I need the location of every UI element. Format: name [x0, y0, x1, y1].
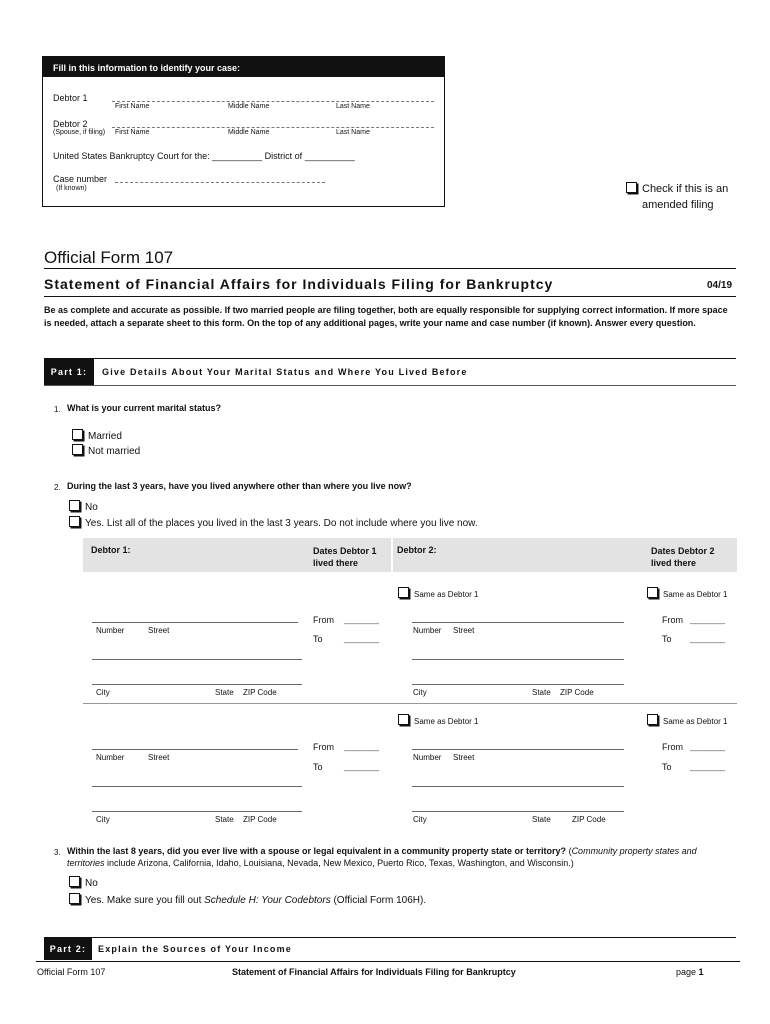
- debtor1-from-label: From: [313, 615, 334, 625]
- q3-option-yes[interactable]: [69, 893, 426, 906]
- street-label: Street: [148, 626, 170, 635]
- zip-label: ZIP Code: [243, 688, 277, 697]
- q2-option-no[interactable]: [69, 500, 98, 513]
- debtor1-street-field-2[interactable]: [92, 749, 298, 750]
- q3-yes-label-post: (Official Form 106H).: [330, 895, 427, 906]
- case-number-if-known: (If known): [56, 185, 87, 192]
- q2-number: 2.: [54, 483, 61, 492]
- debtor2-to-label-2: To: [662, 762, 672, 772]
- footer-page-number: 1: [698, 967, 704, 977]
- same-as-debtor1-row2[interactable]: [398, 714, 478, 726]
- debtor2-first-name-label: First Name: [115, 129, 150, 136]
- debtor1-city-field-2[interactable]: [92, 811, 302, 812]
- footer-form-name: Official Form 107: [37, 967, 106, 977]
- col-divider: [391, 538, 393, 572]
- district-field[interactable]: __________: [304, 151, 355, 161]
- debtor1-street-field-1[interactable]: [92, 622, 298, 623]
- number-label-d2-2: Number: [413, 753, 442, 762]
- form-version: 04/19: [707, 280, 733, 291]
- debtor2-name-field[interactable]: [112, 127, 434, 128]
- footer-title: Statement of Financial Affairs for Individuals Filing for Bankruptcy: [232, 967, 516, 977]
- case-number-field[interactable]: [115, 182, 325, 183]
- number-label: Number: [96, 626, 125, 635]
- debtor2-from-field-2[interactable]: _______: [690, 741, 726, 751]
- col-debtor2: Debtor 2:: [397, 545, 437, 555]
- case-info-header: Fill in this information to identify your case:: [43, 57, 444, 77]
- footer-page-label: page: [676, 967, 697, 977]
- title-rule-bottom: [44, 296, 736, 297]
- debtor2-street-field-1[interactable]: [412, 622, 624, 623]
- debtor2-last-name-label: Last Name: [336, 129, 370, 136]
- same-as-debtor1-dates-row1[interactable]: [647, 587, 727, 599]
- city-label-2: City: [96, 815, 110, 824]
- debtor2-street2-field-2[interactable]: [412, 786, 624, 787]
- part2-rule: [44, 937, 736, 938]
- same-as-debtor1-label: Same as Debtor 1: [414, 590, 479, 599]
- debtor2-to-label: To: [662, 634, 672, 644]
- state-label: State: [215, 688, 234, 697]
- debtor2-street-field-2[interactable]: [412, 749, 624, 750]
- court-line: [53, 151, 355, 161]
- form-name: Official Form 107: [44, 248, 174, 267]
- debtor1-street2-field-1[interactable]: [92, 659, 302, 660]
- street-label-d2-2: Street: [453, 753, 475, 762]
- q1-text: What is your current marital status?: [67, 403, 222, 413]
- debtor1-street2-field-2[interactable]: [92, 786, 302, 787]
- debtor1-label: Debtor 1: [53, 93, 88, 103]
- same-as-debtor1-dates-label: Same as Debtor 1: [663, 590, 728, 599]
- debtor1-last-name-label: Last Name: [336, 103, 370, 110]
- footer-rule: [36, 961, 740, 962]
- q3-no-label: No: [85, 878, 98, 889]
- part2-label: Part 2:: [44, 938, 92, 960]
- q1-option-married[interactable]: [72, 429, 122, 442]
- debtor2-to-field[interactable]: _______: [690, 633, 726, 643]
- same-as-debtor1-dates-label-2: Same as Debtor 1: [663, 717, 728, 726]
- debtor1-first-name-label: First Name: [115, 103, 150, 110]
- q1-not-married-checkbox[interactable]: [72, 444, 83, 455]
- street-label-d2: Street: [453, 626, 475, 635]
- same-as-debtor1-row1[interactable]: [398, 587, 478, 599]
- debtor2-label: Debtor 2: [53, 119, 88, 129]
- footer-page: [676, 967, 704, 977]
- city-label-d2: City: [413, 688, 427, 697]
- state-label-d2-2: State: [532, 815, 551, 824]
- debtor1-city-field-1[interactable]: [92, 684, 302, 685]
- amended-line1: Check if this is an: [642, 183, 729, 195]
- q3-number: 3.: [54, 848, 61, 857]
- col-dates-debtor2: Dates Debtor 2 lived there: [651, 546, 715, 568]
- q3-yes-checkbox[interactable]: [69, 893, 80, 904]
- q3-option-no[interactable]: [69, 876, 98, 889]
- street-label-2: Street: [148, 753, 170, 762]
- debtor1-to-label: To: [313, 634, 323, 644]
- form-title: Statement of Financial Affairs for Individuals Filing for Bankruptcy: [44, 276, 554, 292]
- q2-option-yes[interactable]: [69, 516, 478, 529]
- q3-text-rest: include Arizona, California, Idaho, Louisiana, Nevada, New Mexico, Puerto Rico, Texas, Washington, and Wisconsin.): [104, 858, 574, 868]
- debtor2-city-field-1[interactable]: [412, 684, 624, 685]
- state-label-2: State: [215, 815, 234, 824]
- debtor1-to-field-2[interactable]: _______: [344, 761, 380, 771]
- state-label-d2: State: [532, 688, 551, 697]
- zip-label-d2-2: ZIP Code: [572, 815, 606, 824]
- debtor1-to-label-2: To: [313, 762, 323, 772]
- q1-number: 1.: [54, 405, 61, 414]
- q2-text: During the last 3 years, have you lived anywhere other than where you live now?: [67, 481, 412, 491]
- q3-yes-label-italic: Schedule H: Your Codebtors: [204, 895, 331, 906]
- q1-not-married-label: Not married: [88, 446, 141, 457]
- court-district-field[interactable]: __________: [212, 151, 263, 161]
- amended-line2: amended filing: [642, 199, 714, 211]
- zip-label-2: ZIP Code: [243, 815, 277, 824]
- same-as-debtor1-checkbox-2[interactable]: [398, 714, 409, 725]
- debtor2-spouse-label: (Spouse, if filing): [53, 129, 106, 136]
- debtor1-from-label-2: From: [313, 742, 334, 752]
- same-as-debtor1-dates-checkbox-2[interactable]: [647, 714, 658, 725]
- city-label: City: [96, 688, 110, 697]
- q2-no-label: No: [85, 502, 98, 513]
- court-label: United States Bankruptcy Court for the:: [53, 151, 210, 161]
- same-as-debtor1-label-2: Same as Debtor 1: [414, 717, 479, 726]
- part1-label: Part 1:: [44, 359, 94, 385]
- col-dates-debtor1: Dates Debtor 1 lived there: [313, 546, 377, 568]
- debtor2-to-field-2[interactable]: _______: [690, 761, 726, 771]
- district-label: District of: [264, 151, 303, 161]
- number-label-2: Number: [96, 753, 125, 762]
- q2-yes-checkbox[interactable]: [69, 516, 80, 527]
- debtor2-from-field[interactable]: _______: [690, 614, 726, 624]
- amended-filing: [626, 181, 728, 213]
- zip-label-d2: ZIP Code: [560, 688, 594, 697]
- title-rule: [44, 268, 736, 269]
- same-as-debtor1-dates-row2[interactable]: [647, 714, 727, 726]
- debtor2-from-label: From: [662, 615, 683, 625]
- debtor2-street2-field-1[interactable]: [412, 659, 624, 660]
- q1-married-label: Married: [88, 431, 122, 442]
- address-row-divider: [83, 703, 737, 704]
- amended-checkbox[interactable]: [626, 182, 637, 193]
- number-label-d2: Number: [413, 626, 442, 635]
- debtor1-from-field-2[interactable]: _______: [344, 741, 380, 751]
- same-as-debtor1-dates-checkbox[interactable]: [647, 587, 658, 598]
- part1-header: [44, 358, 736, 386]
- debtor1-to-field[interactable]: _______: [344, 633, 380, 643]
- part2-title: Explain the Sources of Your Income: [98, 944, 293, 954]
- address-table-header: [83, 538, 737, 572]
- part1-title: Give Details About Your Marital Status and Where You Lived Before: [102, 367, 468, 377]
- q2-no-checkbox[interactable]: [69, 500, 80, 511]
- debtor2-from-label-2: From: [662, 742, 683, 752]
- q3-text-paren: (: [566, 846, 572, 856]
- debtor2-city-field-2[interactable]: [412, 811, 624, 812]
- q3-text-italic: Community property states and territories: [67, 846, 697, 868]
- form-intro: Be as complete and accurate as possible. If two married people are filing together, both are equally responsible for supplying correct information. If more space is needed, attach a separate sheet to this form. On the top of any additional pages, write your name and case number (if known). Answer every question.: [44, 305, 728, 328]
- q3-text-bold: Within the last 8 years, did you ever live with a spouse or legal equivalent in a community property state or territory?: [67, 846, 567, 856]
- debtor1-middle-name-label: Middle Name: [228, 103, 270, 110]
- q1-married-checkbox[interactable]: [72, 429, 83, 440]
- q3-text: [67, 845, 735, 869]
- debtor2-middle-name-label: Middle Name: [228, 129, 270, 136]
- q1-option-not-married[interactable]: [72, 444, 140, 457]
- debtor1-from-field[interactable]: _______: [344, 614, 380, 624]
- q3-yes-label-pre: Yes. Make sure you fill out: [85, 895, 205, 906]
- q2-yes-label: Yes. List all of the places you lived in the last 3 years. Do not include where you live now.: [85, 518, 478, 529]
- q3-no-checkbox[interactable]: [69, 876, 80, 887]
- case-number-label: Case number: [53, 174, 108, 184]
- city-label-d2-2: City: [413, 815, 427, 824]
- same-as-debtor1-checkbox[interactable]: [398, 587, 409, 598]
- col-debtor1: Debtor 1:: [91, 545, 131, 555]
- debtor1-name-field[interactable]: [112, 101, 434, 102]
